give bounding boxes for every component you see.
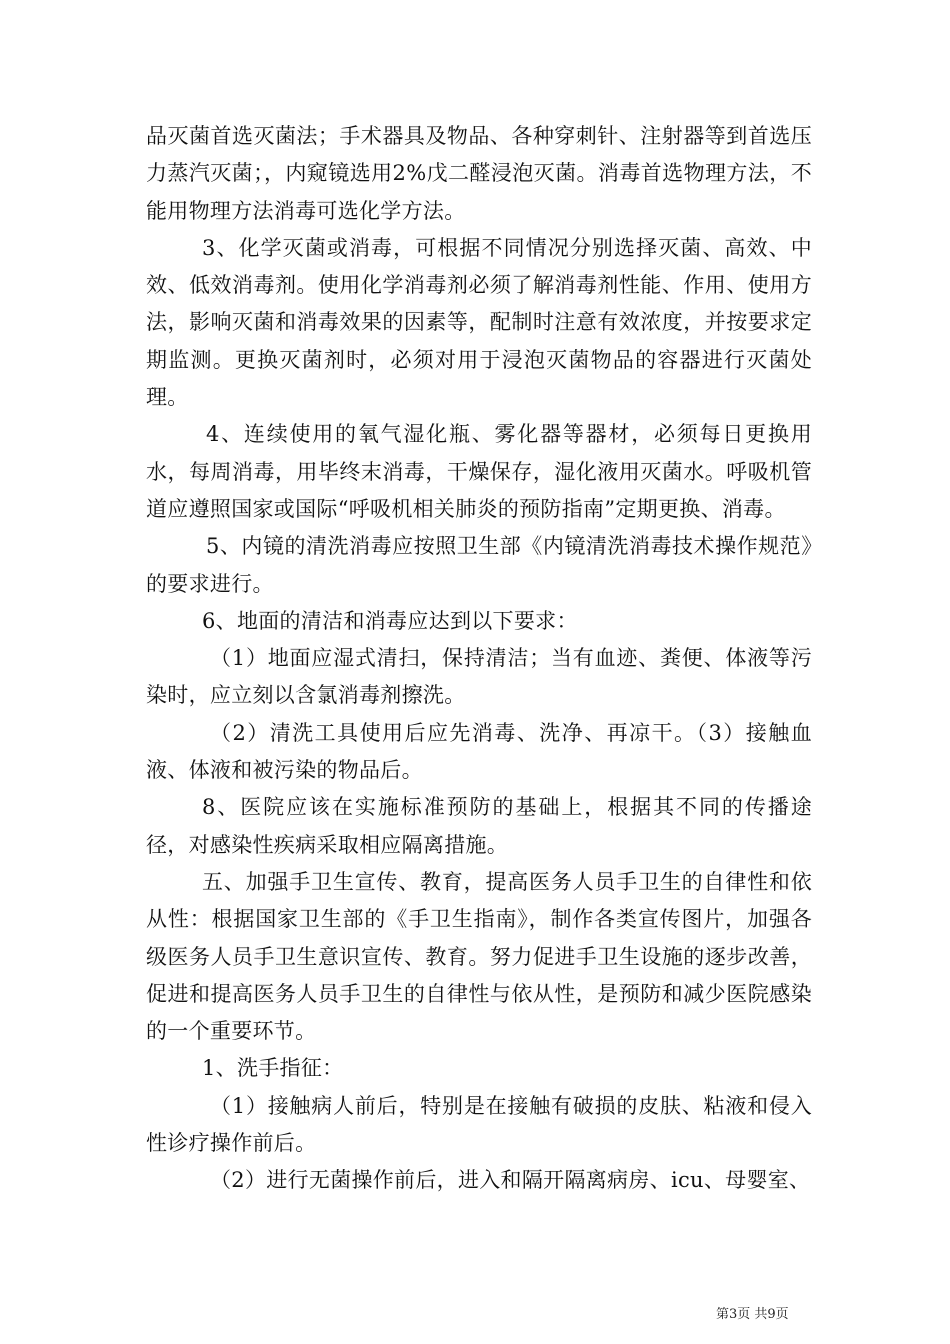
paragraph-indication-item-1: （1）接触病人前后，特别是在接触有破损的皮肤、粘液和侵入性诊疗操作前后。	[146, 1093, 812, 1156]
page-number-footer: 第3页 共9页	[716, 1307, 789, 1322]
paragraph-floor-item-1: （1）地面应湿式清扫，保持清洁；当有血迹、粪便、体液等污染时，应立刻以含氯消毒剂擦洗。	[146, 646, 812, 708]
paragraph-chemical-sterilization: 3、化学灭菌或消毒，可根据不同情况分别选择灭菌、高效、中效、低效消毒剂。使用化学消毒剂必须了解消毒剂性能、作用、使用方法，影响灭菌和消毒效果的因素等，配制时注意有效浓度，并按要求定期监测。更换灭菌剂时，必须对用于浸泡灭菌物品的容器进行灭菌处理。	[146, 235, 812, 410]
paragraph-floor-item-2: （2）清洗工具使用后应先消毒、洗净、再凉干。（3）接触血液、体液和被污染的物品后。	[146, 720, 812, 783]
paragraph-sterilization-methods: 品灭菌首选灭菌法；手术器具及物品、各种穿刺针、注射器等到首选压力蒸汽灭菌；，内窥镜选用2%戊二醛浸泡灭菌。消毒首选物理方法，不能用物理方法消毒可选化学方法。	[146, 124, 812, 223]
paragraph-floor-cleaning: 6、地面的清洁和消毒应达到以下要求：	[202, 608, 578, 633]
paragraph-indication-item-2: （2）进行无菌操作前后，进入和隔开隔离病房、icu、母婴室、	[210, 1168, 811, 1193]
paragraph-handwashing-indications: 1、洗手指征：	[202, 1056, 344, 1081]
paragraph-endoscope-cleaning: 5、内镜的清洗消毒应按照卫生部《内镜清洗消毒技术操作规范》的要求进行。	[146, 534, 812, 596]
paragraph-isolation-measures: 8、医院应该在实施标准预防的基础上，根据其不同的传播途径，对感染性疾病采取相应隔离措施。	[146, 795, 812, 857]
paragraph-hand-hygiene: 五、加强手卫生宣传、教育，提高医务人员手卫生的自律性和依从性：根据国家卫生部的《手卫生指南》，制作各类宣传图片，加强各级医务人员手卫生意识宣传、教育。努力促进手卫生设施的逐步改善，促进和提高医务人员手卫生的自律性与依从性，是预防和减少医院感染的一个重要环节。	[146, 869, 812, 1044]
document-body	[146, 118, 812, 1200]
paragraph-oxygen-humidifier: 4、连续使用的氧气湿化瓶、雾化器等器材，必须每日更换用水，每周消毒，用毕终末消毒，干燥保存，湿化液用灭菌水。呼吸机管道应遵照国家或国际“呼吸机相关肺炎的预防指南”定期更换、消毒。	[146, 422, 812, 521]
